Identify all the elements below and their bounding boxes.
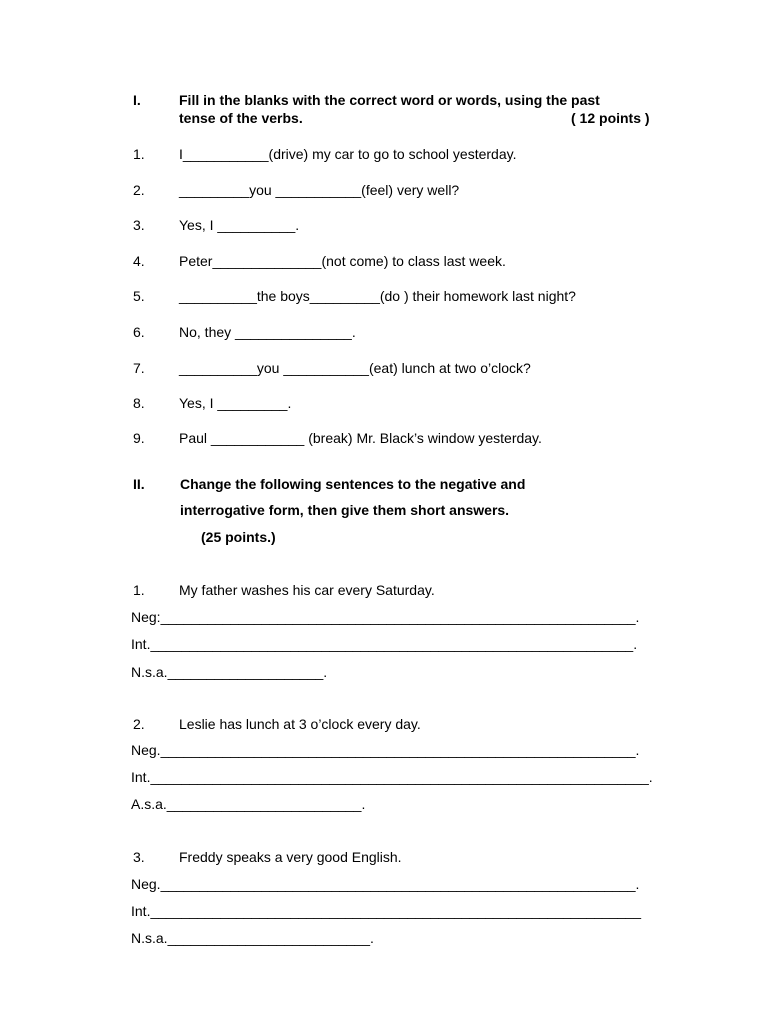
- item-text: Peter______________(not come) to class last week.: [179, 253, 506, 269]
- item-number: 3.: [133, 849, 145, 865]
- item-number: 2.: [133, 716, 145, 732]
- section-1-instruction-line-2: tense of the verbs.: [179, 110, 303, 126]
- item-number: 7.: [133, 360, 145, 376]
- item-sentence: My father washes his car every Saturday.: [179, 582, 435, 598]
- item-number: 1.: [133, 146, 145, 162]
- item-number: 9.: [133, 430, 145, 446]
- item-text: Paul ____________ (break) Mr. Black’s window yesterday.: [179, 430, 542, 446]
- item-text: No, they _______________.: [179, 324, 356, 340]
- item-text: I___________(drive) my car to go to school yesterday.: [179, 146, 517, 162]
- item-sentence: Freddy speaks a very good English.: [179, 849, 402, 865]
- section-1-numeral: I.: [133, 92, 141, 108]
- short-answer-line: N.s.a.__________________________.: [131, 930, 374, 946]
- item-number: 4.: [133, 253, 145, 269]
- item-number: 2.: [133, 182, 145, 198]
- section-2-instruction-line-1: Change the following sentences to the negative and: [180, 476, 526, 492]
- interrogative-answer-line: Int._______________________________________________________________: [131, 903, 641, 919]
- item-sentence: Leslie has lunch at 3 o’clock every day.: [179, 716, 421, 732]
- item-text: Yes, I _________.: [179, 395, 292, 411]
- item-number: 3.: [133, 217, 145, 233]
- item-number: 5.: [133, 288, 145, 304]
- section-2-points: (25 points.): [201, 529, 276, 545]
- item-text: __________the boys_________(do ) their homework last night?: [179, 288, 576, 304]
- item-number: 6.: [133, 324, 145, 340]
- section-2-numeral: II.: [133, 476, 145, 492]
- interrogative-answer-line: Int.________________________________________________________________.: [131, 769, 653, 785]
- section-2-instruction-line-2: interrogative form, then give them short answers.: [180, 502, 510, 518]
- section-1-instruction-line-1: Fill in the blanks with the correct word or words, using the past: [179, 92, 600, 108]
- short-answer-line: A.s.a._________________________.: [131, 796, 366, 812]
- item-number: 1.: [133, 582, 145, 598]
- negative-answer-line: Neg._____________________________________________________________.: [131, 876, 640, 892]
- interrogative-answer-line: Int.______________________________________________________________.: [131, 636, 638, 652]
- item-text: __________you ___________(eat) lunch at two o’clock?: [179, 360, 531, 376]
- negative-answer-line: Neg:_____________________________________________________________.: [131, 609, 640, 625]
- negative-answer-line: Neg._____________________________________________________________.: [131, 742, 640, 758]
- section-1-points: ( 12 points ): [571, 110, 650, 126]
- item-text: _________you ___________(feel) very well?: [179, 182, 460, 198]
- item-number: 8.: [133, 395, 145, 411]
- item-text: Yes, I __________.: [179, 217, 300, 233]
- short-answer-line: N.s.a.____________________.: [131, 664, 328, 680]
